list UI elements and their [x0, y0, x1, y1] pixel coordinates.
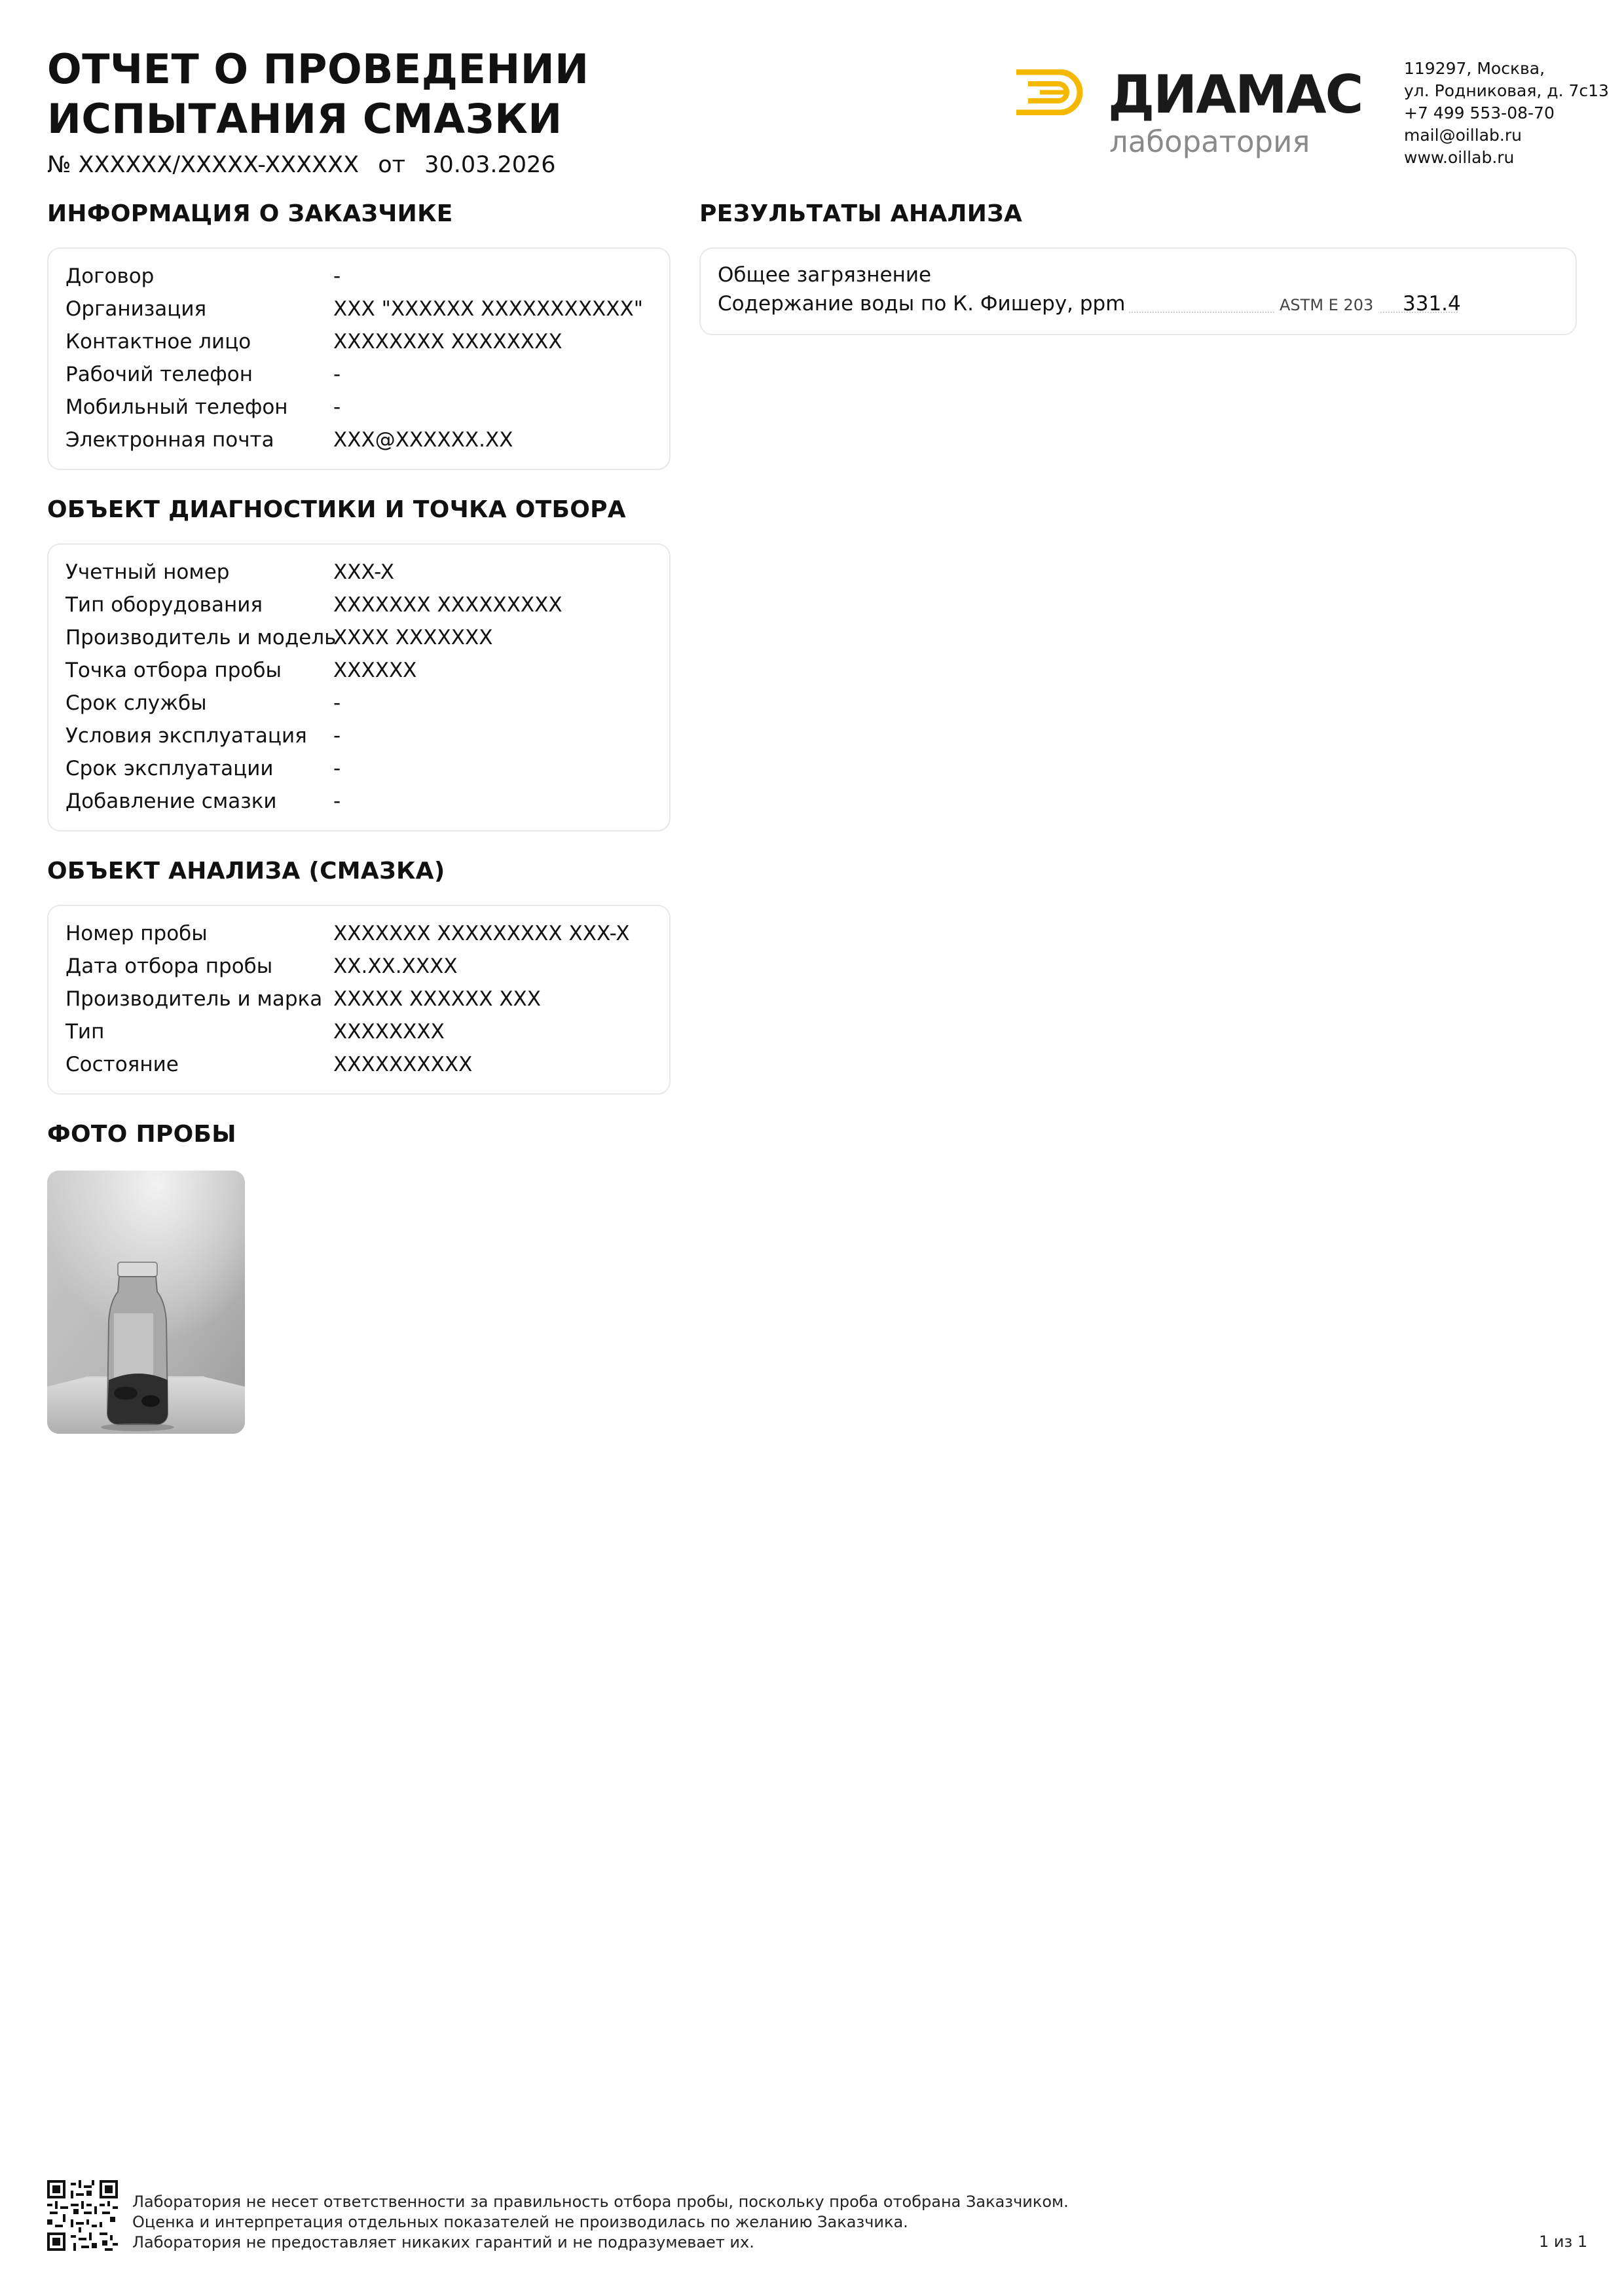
qr-code-icon: [47, 2180, 118, 2251]
website: www.oillab.ru: [1404, 148, 1515, 167]
row-label: Договор: [65, 264, 155, 288]
address-line-2: ул. Родниковая, д. 7с13: [1404, 81, 1609, 100]
row-label: Срок эксплуатации: [65, 757, 274, 780]
row-value: -: [333, 724, 341, 748]
row-value: -: [333, 363, 341, 386]
results-group-title: Общее загрязнение: [718, 263, 932, 287]
row-value: -: [333, 691, 341, 715]
brand-subtitle: лаборатория: [1109, 124, 1310, 159]
results-card: [699, 247, 1577, 335]
row-label: Тип: [65, 1020, 105, 1044]
row-label: Условия эксплуатация: [65, 724, 307, 748]
row-label: Номер пробы: [65, 922, 208, 945]
row-value: XXX "XXXXXX XXXXXXXXXXX": [333, 297, 643, 321]
row-value: XXXXXXXX XXXXXXXX: [333, 330, 563, 354]
sample-bottle-image: [47, 1171, 245, 1434]
row-label: Производитель и модель: [65, 626, 337, 649]
row-label: Дата отбора пробы: [65, 955, 273, 978]
disclaimer-line-3: Лаборатория не предоставляет никаких гарантий и не подразумевает их.: [132, 2233, 754, 2251]
row-value: XXXXXXX XXXXXXXXX: [333, 593, 563, 617]
disclaimer-line-1: Лаборатория не несет ответственности за правильность отбора пробы, поскольку проба отобрана Заказчиком.: [132, 2193, 1069, 2211]
row-value: XXXXXXXX: [333, 1020, 445, 1044]
footer-disclaimer: [132, 2192, 1069, 2253]
row-label: Учетный номер: [65, 560, 230, 584]
customer-section-title: ИНФОРМАЦИЯ О ЗАКАЗЧИКЕ: [47, 200, 453, 227]
row-value: -: [333, 264, 341, 288]
equipment-section-title: ОБЪЕКТ ДИАГНОСТИКИ И ТОЧКА ОТБОРА: [47, 496, 626, 523]
row-value: -: [333, 395, 341, 419]
row-label: Производитель и марка: [65, 987, 323, 1011]
document-number-line: [47, 152, 568, 178]
row-value: XX.XX.XXXX: [333, 955, 458, 978]
equipment-card: [47, 543, 671, 831]
address-line-1: 119297, Москва,: [1404, 59, 1545, 78]
row-value: XXXXXX: [333, 659, 417, 682]
row-value: XXX@XXXXXX.XX: [333, 428, 513, 452]
sample-photo: [47, 1171, 245, 1434]
row-value: -: [333, 757, 341, 780]
row-label: Электронная почта: [65, 428, 274, 452]
brand-name: ДИАМАС: [1108, 64, 1363, 125]
row-label: Контактное лицо: [65, 330, 251, 354]
result-name: Содержание воды по К. Фишеру, ppm: [718, 292, 1129, 316]
phone: +7 499 553-08-70: [1404, 103, 1555, 122]
lab-contacts: [1404, 58, 1609, 169]
page-number: 1 из 1: [1539, 2232, 1588, 2251]
document-number: № XXXXXX/XXXXX-XXXXXX: [47, 152, 360, 178]
report-title-line-1: ОТЧЕТ О ПРОВЕДЕНИИ: [47, 45, 589, 93]
report-title: [47, 45, 589, 144]
brand-logo: [1014, 60, 1367, 165]
row-value: XXXX XXXXXXX: [333, 626, 493, 649]
row-label: Добавление смазки: [65, 790, 277, 813]
report-title-line-2: ИСПЫТАНИЯ СМАЗКИ: [47, 95, 563, 143]
row-value: XXXXXXX XXXXXXXXX XXX-X: [333, 922, 630, 945]
dotted-leader: [1084, 312, 1458, 313]
sample-section-title: ОБЪЕКТ АНАЛИЗА (СМАЗКА): [47, 858, 445, 884]
row-label: Мобильный телефон: [65, 395, 288, 419]
row-label: Срок службы: [65, 691, 207, 715]
report-date: 30.03.2026: [424, 152, 556, 178]
row-label: Организация: [65, 297, 207, 321]
results-section-title: РЕЗУЛЬТАТЫ АНАЛИЗА: [699, 200, 1023, 227]
disclaimer-line-2: Оценка и интерпретация отдельных показателей не производилась по желанию Заказчика.: [132, 2213, 908, 2231]
result-row: [718, 292, 1562, 321]
row-label: Состояние: [65, 1053, 179, 1076]
sample-card: [47, 905, 671, 1095]
row-label: Тип оборудования: [65, 593, 263, 617]
row-value: XXX-X: [333, 560, 395, 584]
result-method: ASTM E 203: [1274, 296, 1378, 314]
row-label: Точка отбора пробы: [65, 659, 282, 682]
row-label: Рабочий телефон: [65, 363, 253, 386]
row-value: -: [333, 790, 341, 813]
email: mail@oillab.ru: [1404, 126, 1522, 145]
date-prefix: от: [378, 152, 406, 178]
row-value: XXXXX XXXXXX XXX: [333, 987, 542, 1011]
customer-card: [47, 247, 671, 470]
row-value: XXXXXXXXXX: [333, 1053, 473, 1076]
brand-mark-icon: [1014, 69, 1087, 115]
result-value: 331.4: [1403, 292, 1461, 316]
photo-section-title: ФОТО ПРОБЫ: [47, 1121, 236, 1148]
